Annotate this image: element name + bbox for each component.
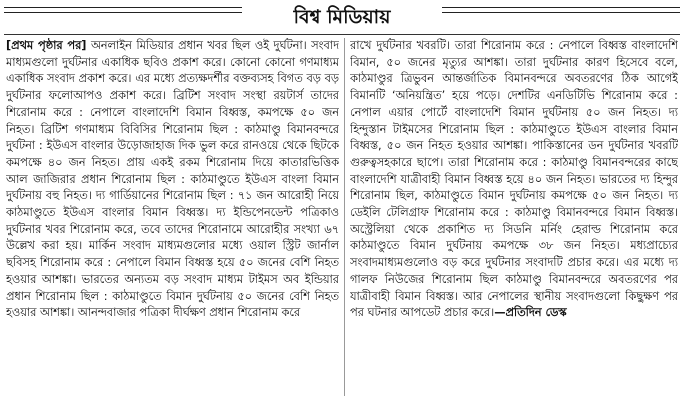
right-paragraph: [350, 38, 678, 322]
right-column-text: রাখে দুর্ঘটনার খবরটি। তারা শিরোনাম করে : নেপালে বিধ্বস্ত বাংলাদেশি বিমান, ৫০ জনের মৃত্যুর আশঙ্কা। তারা দুর্ঘটনার কারণ হিসেবে বলে, কাঠমাণ্ডুর ত্রিভুবন আন্তর্জাতিক বিমানবন্দরে অবতরণের ঠিক আগেই বিমানটি ‘অনিয়ন্ত্রিত’ হয়ে পড়ে। দেশটির এনডিটিভি শিরোনাম করে : নেপাল এয়ার পোর্টে বাংলাদেশি বিমান দুর্ঘটনায় ৫০ জন নিহত। দ্য হিন্দুস্তান টাইমসের শিরোনাম ছিল : কাঠমাণ্ডুতে ইউএস বাংলার বিমান বিধ্বস্ত, ৫০ জন নিহত হওয়ার আশঙ্কা। পাকিস্তানের ডন দুর্ঘটনার খবরটি গুরুত্বসহকারে ছাপে। তারা শিরোনাম করে : কাঠমাণ্ডু বিমানবন্দরের কাছে বাংলাদেশি যাত্রীবাহী বিমান বিধ্বস্ত হয়ে ৪০ জন নিহত। ভারতের দ্য হিন্দুর শিরোনাম ছিল, কাঠমাণ্ডুতে বিমান দুর্ঘটনায় কমপক্ষে ৫০ জন নিহত। দ্য ডেইলি টেলিগ্রাফ শিরোনাম করে : কাঠমাণ্ডু বিমানবন্দরে বিমান বিধ্বস্ত। অস্ট্রেলিয়া থেকে প্রকাশিত দ্য সিডনি মর্নিং হেরাল্ড শিরোনাম করে কাঠমাণ্ডুতে বিমান দুর্ঘটনায় কমপক্ষে ৩৮ জন নিহত। মধ্যপ্রাচ্যের সংবাদমাধ্যমগুলোও বড় করে দুর্ঘটনার সংবাদটি প্রচার করে। এর মধ্যে দ্য গালফ নিউজের শিরোনাম ছিল কাঠমাণ্ডু বিমানবন্দরে অবতরণের পর যাত্রীবাহী বিমান বিধ্বস্ত। আর নেপালের স্থানীয় সংবাদগুলো কিছুক্ষণ পর পর ঘটনার আপডেট প্রচার করে।: [350, 39, 678, 320]
left-column-text: অনলাইন মিডিয়ার প্রধান খবর ছিল ওই দুর্ঘটনা। সংবাদ মাধ্যমগুলো দুর্ঘটনার একাধিক ছবিও প্রকাশ করে। কোনো কোনো গণমাধ্যম একাধিক সংবাদ প্রকাশ করে। এর মধ্যে প্রত্যক্ষদর্শীর বক্তব্যসহ বিগত বড় বড় দুর্ঘটনার ফলোআপও প্রকাশ করে। ব্রিটিশ সংবাদ সংস্থা রয়টার্স তাদের শিরোনাম করে : নেপালে বাংলাদেশি বিমান বিধ্বস্ত, কমপক্ষে ৫০ জন নিহত। ব্রিটিশ গণমাধ্যম বিবিসির শিরোনাম ছিল : কাঠমাণ্ডু বিমানবন্দরে দুর্ঘটনা : ইউএস বাংলার উড়োজাহাজ দিক ভুল করে রানওয়ে থেকে ছিটকে কমপক্ষে ৪০ জন নিহত। প্রায় একই রকম শিরোনাম দিয়ে কাতারভিত্তিক আল জাজিরার প্রধান শিরোনাম ছিল : কাঠমাণ্ডুতে ইউএস বাংলা বিমান দুর্ঘটনায় বহু নিহত। দ্য গার্ডিয়ানের শিরোনাম ছিল : ৭১ জন আরোহী নিয়ে কাঠমাণ্ডুতে ইউএস বাংলার বিমান বিধ্বস্ত। দ্য ইন্ডিপেনডেন্ট পত্রিকাও দুর্ঘটনার খবর শিরোনাম করে, তবে তাদের শিরোনামে আরোহীর সংখ্যা ৬৭ উল্লেখ করা হয়। মার্কিন সংবাদ মাধ্যমগুলোর মধ্যে ওয়াল স্ট্রিট জার্নাল ছবিসহ শিরোনাম করে : নেপালে বিমান বিধ্বস্ত হয়ে ৫০ জনের বেশি নিহত হওয়ার আশঙ্কা। ভারতের অন্যতম বড় সংবাদ মাধ্যম টাইমস অব ইন্ডিয়ার প্রধান শিরোনাম ছিল : কাঠমাণ্ডুতে বিমান দুর্ঘটনায় ৫০ জনের বেশি নিহত হওয়ার আশঙ্কা। আনন্দবাজার পত্রিকা দীর্ঘক্ষণ প্রধান শিরোনাম করে: [6, 39, 339, 320]
left-paragraph: [6, 38, 339, 322]
byline: —প্রতিদিন ডেস্ক: [494, 306, 567, 320]
column-divider: [344, 38, 345, 396]
continuation-lead: [প্রথম পৃষ্ঠার পর]: [6, 39, 87, 52]
section-title: বিশ্ব মিডিয়ায়: [288, 6, 397, 28]
article-column-left: [6, 38, 339, 398]
article-top-border: [4, 34, 680, 35]
article-column-right: [350, 38, 678, 398]
section-title-wrap: [0, 2, 684, 32]
